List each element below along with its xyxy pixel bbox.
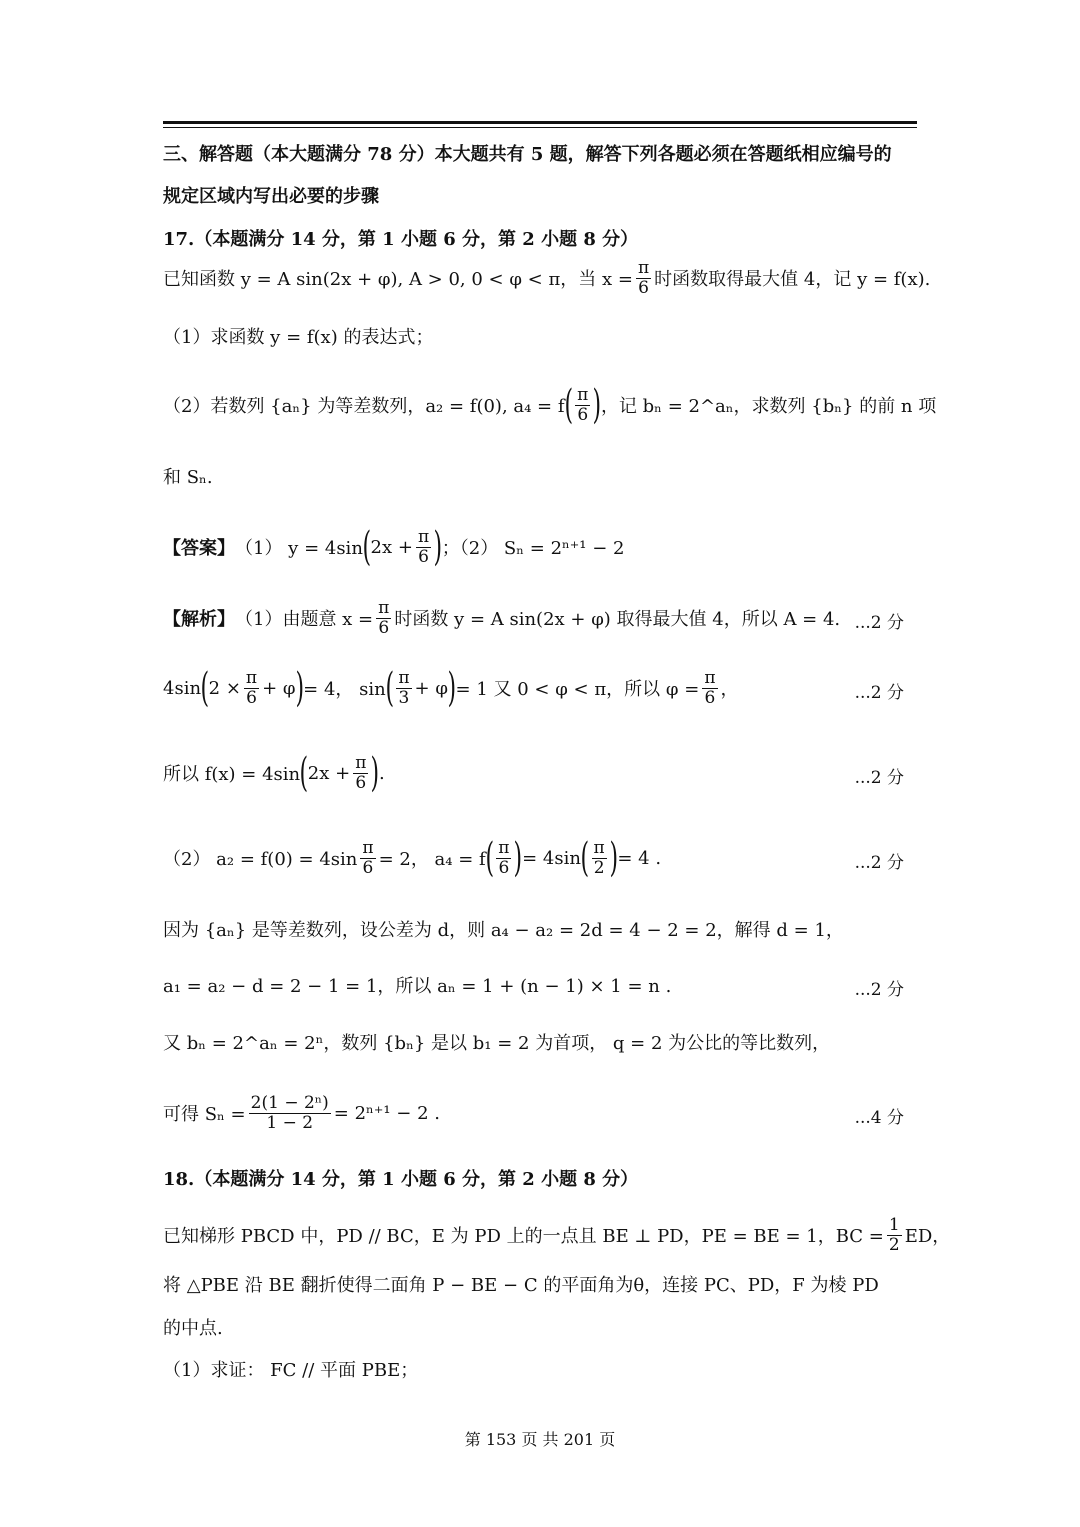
q17-stem-a: 已知函数 y = A sin(2x + φ), A > 0, 0 < φ < π，当 x = xyxy=(163,269,633,290)
sol2-d: = 4， sin xyxy=(303,679,386,700)
fraction-one-half: $\frac{1}{2}$ xyxy=(888,1214,900,1255)
top-rule-thin xyxy=(163,127,917,128)
q18-header: 18.（本题满分 14 分，第 1 小题 6 分，第 2 小题 8 分） xyxy=(163,1169,639,1190)
q18-stem-line1 xyxy=(163,1214,951,1255)
sol4-a: （2） a₂ = f(0) = 4sin xyxy=(163,849,358,870)
q17-solution-step2 xyxy=(163,665,923,711)
left-paren: ( xyxy=(362,524,372,570)
section-heading-line2: 规定区域内写出必要的步骤 xyxy=(163,186,379,207)
fraction-pi-6: $\frac{\pi}{6}$ xyxy=(245,667,258,708)
fraction-pi-6: $\frac{\pi}{6}$ xyxy=(577,384,589,425)
fraction-pi-3: $\frac{\pi}{3}$ xyxy=(398,667,410,708)
fraction-pi-6: $\frac{\pi}{6}$ xyxy=(637,257,650,298)
score-mark: ...4 分 xyxy=(854,1108,904,1128)
score-mark: ...2 分 xyxy=(854,980,904,1000)
q17-part2-a: （2）若数列 {aₙ} 为等差数列，a₂ = f(0), a₄ = f xyxy=(163,396,565,417)
answer-a: （1） y = 4sin xyxy=(235,538,363,559)
fraction-pi-6: $\frac{\pi}{6}$ xyxy=(378,597,390,638)
fraction-pi-6: $\frac{\pi}{6}$ xyxy=(362,837,374,878)
q17-part2-cont: 和 Sₙ. xyxy=(163,467,213,488)
fraction-pi-2: $\frac{\pi}{2}$ xyxy=(593,837,605,878)
sol3-c: . xyxy=(378,762,385,784)
fraction-pi-6: $\frac{\pi}{6}$ xyxy=(498,837,510,878)
q17-stem-b: 时函数取得最大值 4，记 y = f(x). xyxy=(654,269,931,290)
fraction-sum-formula: $\frac{\text{2(1 − 2ⁿ)}}{1 - 2}$ xyxy=(250,1092,329,1133)
q17-stem xyxy=(163,257,931,298)
sol4-d: = 4 . xyxy=(617,847,662,869)
left-paren: ( xyxy=(200,665,210,711)
left-paren: ( xyxy=(485,835,494,881)
analysis-label: 【解析】 xyxy=(163,609,235,630)
answer-b: 2x + xyxy=(370,536,413,558)
right-paren: ) xyxy=(433,524,443,570)
section-heading-line1: 三、解答题（本大题满分 78 分）本大题共有 5 题，解答下列各题必须在答题纸相应编号的 xyxy=(163,144,892,165)
sol1-a: （1）由题意 x = xyxy=(235,609,374,630)
answer-label: 【答案】 xyxy=(163,538,235,559)
sol4-b: = 2， a₄ = f xyxy=(378,849,486,870)
right-paren: ) xyxy=(447,665,457,711)
left-paren: ( xyxy=(299,750,309,796)
q17-solution-step6: a₁ = a₂ − d = 2 − 1 = 1，所以 aₙ = 1 + (n − 1) × 1 = n . xyxy=(163,976,672,997)
sol8-a: 可得 Sₙ = xyxy=(163,1104,246,1125)
fraction-pi-6: $\frac{\pi}{6}$ xyxy=(355,752,367,793)
q18-stem-line2: 将 △PBE 沿 BE 翻折使得二面角 P − BE − C 的平面角为θ，连接 PC、PD，F 为棱 PD xyxy=(163,1275,879,1296)
q17-part2 xyxy=(163,382,937,428)
top-rule-thick xyxy=(163,121,917,124)
page-footer: 第 153 页 共 201 页 xyxy=(464,1430,616,1449)
sol8-b: = 2ⁿ⁺¹ − 2 . xyxy=(333,1102,440,1124)
q17-part1: （1）求函数 y = f(x) 的表达式； xyxy=(163,327,434,348)
score-mark: ...2 分 xyxy=(854,683,904,703)
right-paren: ) xyxy=(295,665,304,711)
sol2-f: = 1 又 0 < φ < π，所以 φ = xyxy=(455,679,700,700)
sol4-c: = 4sin xyxy=(522,847,581,869)
sol3-a: 所以 f(x) = 4sin xyxy=(163,764,301,785)
q18-stem1-b: ED， xyxy=(904,1226,951,1247)
score-mark: ...2 分 xyxy=(854,853,904,873)
fraction-pi-6: $\frac{\pi}{6}$ xyxy=(417,526,430,567)
sol3-b: 2x + xyxy=(307,762,351,784)
q17-solution-step8 xyxy=(163,1093,923,1133)
q18-part1: （1）求证： FC // 平面 PBE； xyxy=(163,1360,419,1381)
q17-answer xyxy=(163,524,923,570)
q17-header: 17.（本题满分 14 分，第 1 小题 6 分，第 2 小题 8 分） xyxy=(163,229,639,250)
q17-solution-step5: 因为 {aₙ} 是等差数列，设公差为 d，则 a₄ − a₂ = 2d = 4 − 2 = 2，解得 d = 1， xyxy=(163,920,844,941)
q17-solution-step3 xyxy=(163,750,923,796)
sol2-c: + φ xyxy=(262,677,296,699)
q18-stem-line3: 的中点. xyxy=(163,1318,223,1339)
fraction-pi-6: $\frac{\pi}{6}$ xyxy=(704,667,716,708)
right-paren: ) xyxy=(592,382,602,428)
left-paren: ( xyxy=(580,835,590,881)
sol2-e: + φ xyxy=(414,677,448,699)
score-mark: ...2 分 xyxy=(854,768,904,788)
q17-solution-step4 xyxy=(163,835,923,881)
q17-part2-b: ，记 bₙ = 2^aₙ，求数列 {bₙ} 的前 n 项 xyxy=(600,396,937,417)
q17-solution-step7: 又 bₙ = 2^aₙ = 2ⁿ，数列 {bₙ} 是以 b₁ = 2 为首项， q = 2 为公比的等比数列， xyxy=(163,1033,831,1054)
score-mark: ...2 分 xyxy=(854,613,904,633)
left-paren: ( xyxy=(564,382,573,428)
sol2-a: 4sin xyxy=(163,677,202,699)
right-paren: ) xyxy=(513,835,523,881)
right-paren: ) xyxy=(609,835,618,881)
q18-stem1-a: 已知梯形 PBCD 中，PD // BC，E 为 PD 上的一点且 BE ⊥ PD，PE = BE = 1，BC = xyxy=(163,1226,884,1247)
sol1-b: 时函数 y = A sin(2x + φ) 取得最大值 4，所以 A = 4. xyxy=(394,609,841,630)
sol2-g: ， xyxy=(720,679,739,700)
answer-c: ；（2） Sₙ = 2ⁿ⁺¹ − 2 xyxy=(441,538,625,559)
q17-solution-step1 xyxy=(163,598,923,638)
right-paren: ) xyxy=(370,750,380,796)
left-paren: ( xyxy=(385,665,394,711)
sol2-b: 2 × xyxy=(208,677,241,699)
